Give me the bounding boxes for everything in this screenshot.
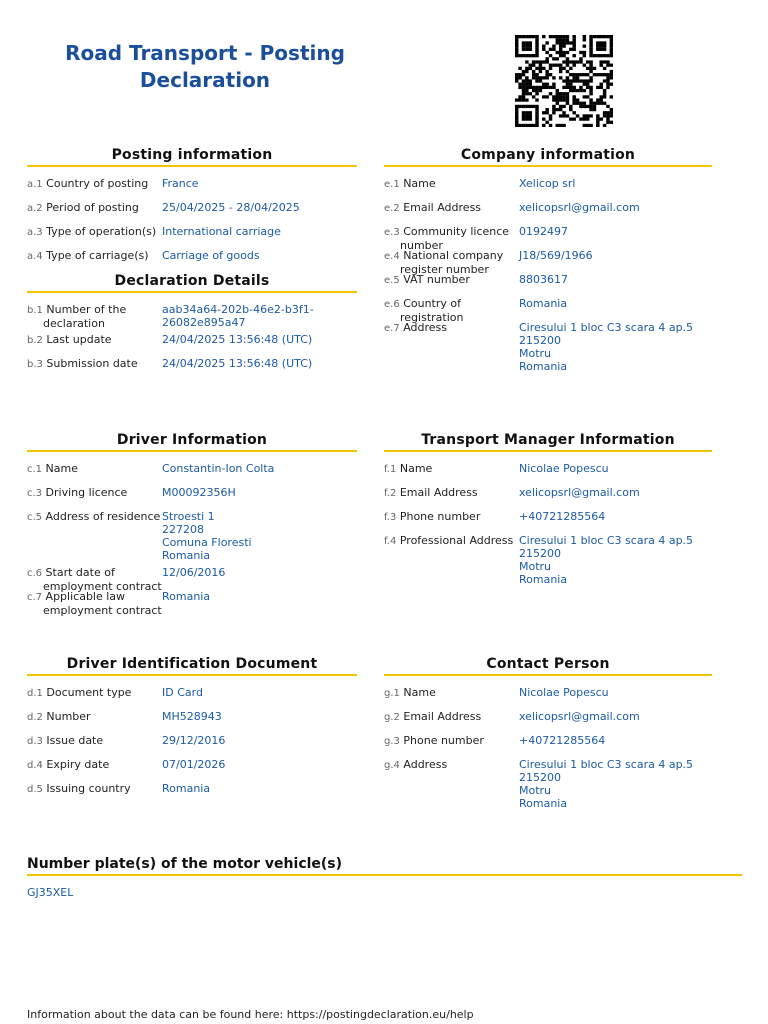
field-label	[27, 462, 162, 476]
field-label-text: Country of	[403, 297, 462, 310]
field-code: c.5	[27, 512, 43, 523]
field-value-line: Nicolae Popescu	[519, 686, 609, 699]
field-value	[162, 249, 357, 262]
field-row	[27, 782, 357, 802]
field-label-text: Type of carriage(s)	[46, 249, 149, 262]
field-label	[384, 534, 519, 548]
field-value-line: 24/04/2025 13:56:48 (UTC)	[162, 333, 313, 346]
field-row	[27, 462, 357, 482]
field-value	[519, 710, 712, 723]
field-value	[162, 734, 357, 747]
field-label	[27, 201, 162, 215]
field-value-line: 25/04/2025 - 28/04/2025	[162, 201, 300, 214]
field-label	[27, 225, 162, 239]
field-code: g.2	[384, 712, 400, 723]
field-value-line: Nicolae Popescu	[519, 462, 609, 475]
field-row	[27, 566, 357, 593]
field-row	[384, 462, 712, 482]
field-value	[519, 462, 712, 475]
field-value-line: 12/06/2016	[162, 566, 226, 579]
field-value	[162, 462, 357, 475]
section-heading: Company information	[384, 147, 712, 167]
field-row	[384, 510, 712, 530]
field-code: e.6	[384, 299, 400, 310]
field-value-line: ID Card	[162, 686, 203, 699]
field-label	[384, 177, 519, 191]
field-row	[27, 357, 357, 377]
field-label-text: Type of operation(s)	[46, 225, 157, 238]
field-label	[27, 486, 162, 500]
field-label-text-cont: employment contract	[43, 604, 162, 617]
field-label-text: Submission date	[46, 357, 138, 370]
field-value-line: Motru	[519, 347, 552, 360]
field-label-text: Name	[403, 686, 436, 699]
field-value-line: Romania	[519, 360, 568, 373]
field-row	[27, 686, 357, 706]
field-label	[384, 710, 519, 724]
field-code: a.1	[27, 179, 43, 190]
field-row	[384, 297, 712, 324]
field-label-text-cont: number	[400, 239, 443, 252]
plates-heading: Number plate(s) of the motor vehicle(s)	[27, 856, 742, 876]
field-row	[27, 758, 357, 778]
field-value-line: Motru	[519, 784, 552, 797]
field-code: f.4	[384, 536, 397, 547]
field-value	[162, 782, 357, 795]
field-row	[27, 486, 357, 506]
field-code: d.1	[27, 688, 43, 699]
field-value-line: aab34a64-202b-46e2-b3f1-	[162, 303, 314, 316]
field-label	[384, 321, 519, 335]
field-label	[384, 734, 519, 748]
field-label-text-cont: register number	[400, 263, 489, 276]
field-label-text: Number of the	[46, 303, 127, 316]
field-code: b.1	[27, 305, 43, 316]
field-code: a.3	[27, 227, 43, 238]
field-value-line: Romania	[162, 782, 211, 795]
field-label-text: Number	[46, 710, 91, 723]
field-value-line: Ciresului 1 bloc C3 scara 4 ap.5	[519, 321, 694, 334]
field-code: c.1	[27, 464, 43, 475]
field-value	[162, 303, 357, 329]
field-label-text: Name	[45, 462, 78, 475]
field-code: g.3	[384, 736, 400, 747]
field-label	[27, 357, 162, 371]
field-value	[162, 590, 357, 603]
field-value	[519, 510, 712, 523]
section-driver	[27, 432, 357, 617]
field-label	[384, 225, 519, 252]
field-label-text: Period of posting	[46, 201, 139, 214]
field-value	[162, 177, 357, 190]
field-value-line: J18/569/1966	[519, 249, 593, 262]
section-heading: Driver Information	[27, 432, 357, 452]
field-label-text: Issuing country	[46, 782, 131, 795]
section-plates	[27, 856, 742, 899]
field-label	[384, 462, 519, 476]
field-value-line: Xelicop srl	[519, 177, 576, 190]
field-label-text: Community licence	[403, 225, 510, 238]
field-value-line: Stroesti 1	[162, 510, 215, 523]
field-value	[162, 357, 357, 370]
field-value	[519, 249, 712, 262]
section-heading: Driver Identification Document	[27, 656, 357, 676]
field-row	[27, 590, 357, 617]
field-row	[384, 273, 712, 293]
field-code: d.3	[27, 736, 43, 747]
field-value	[162, 566, 357, 579]
field-row	[384, 486, 712, 506]
field-label-text: Last update	[46, 333, 112, 346]
field-label	[27, 510, 162, 524]
field-label	[384, 758, 519, 772]
field-value-line: +40721285564	[519, 510, 606, 523]
field-label-text: Phone number	[403, 734, 484, 747]
field-value	[519, 273, 712, 286]
field-value-line: Romania	[162, 590, 211, 603]
field-value	[519, 297, 712, 310]
field-label-text: VAT number	[403, 273, 470, 286]
field-value	[519, 225, 712, 238]
field-label	[384, 201, 519, 215]
field-value	[162, 201, 357, 214]
field-row	[27, 333, 357, 353]
field-label-text: Name	[403, 177, 436, 190]
field-code: e.4	[384, 251, 400, 262]
section-declaration	[27, 273, 357, 381]
field-row	[384, 534, 712, 586]
field-label-text: Document type	[46, 686, 132, 699]
field-label	[27, 566, 162, 593]
field-value-line: 8803617	[519, 273, 568, 286]
field-label-text: Address of residence	[45, 510, 161, 523]
field-code: d.4	[27, 760, 43, 771]
field-row	[384, 201, 712, 221]
field-code: d.5	[27, 784, 43, 795]
field-label	[384, 686, 519, 700]
section-posting	[27, 147, 357, 273]
field-value-line: Romania	[519, 297, 568, 310]
section-heading: Declaration Details	[27, 273, 357, 293]
field-value	[162, 510, 357, 562]
field-row	[27, 225, 357, 245]
field-label	[384, 486, 519, 500]
field-value-line: 215200	[519, 771, 561, 784]
field-code: a.4	[27, 251, 43, 262]
field-label	[27, 590, 162, 617]
field-label-text: Address	[403, 321, 448, 334]
field-code: e.1	[384, 179, 400, 190]
field-label	[384, 510, 519, 524]
field-code: a.2	[27, 203, 43, 214]
section-manager	[384, 432, 712, 590]
field-value-line: International carriage	[162, 225, 281, 238]
field-value	[162, 686, 357, 699]
field-row	[384, 177, 712, 197]
field-value	[162, 758, 357, 771]
field-label-text: Name	[399, 462, 433, 475]
field-label	[27, 686, 162, 700]
field-value-line: Motru	[519, 560, 552, 573]
field-value-line: Comuna Floresti	[162, 536, 252, 549]
field-value-line: 26082e895a47	[162, 316, 246, 329]
field-value-line: 215200	[519, 547, 561, 560]
field-value-line: xelicopsrl@gmail.com	[519, 486, 640, 499]
field-value	[519, 201, 712, 214]
field-label-text-cont: declaration	[43, 317, 105, 330]
section-heading: Contact Person	[384, 656, 712, 676]
field-label	[27, 782, 162, 796]
field-row	[27, 303, 357, 329]
field-code: c.7	[27, 592, 43, 603]
field-code: e.3	[384, 227, 400, 238]
document-title: Road Transport - Posting Declaration	[65, 41, 345, 92]
field-row	[27, 510, 357, 562]
section-heading: Posting information	[27, 147, 357, 167]
field-label-text: Driving licence	[45, 486, 128, 499]
field-code: g.4	[384, 760, 400, 771]
field-label-text: Applicable law	[45, 590, 126, 603]
field-row	[27, 177, 357, 197]
field-code: c.6	[27, 568, 43, 579]
field-label-text-cont: employment contract	[43, 580, 162, 593]
field-code: b.3	[27, 359, 43, 370]
field-code: e.5	[384, 275, 400, 286]
field-code: e.7	[384, 323, 400, 334]
field-code: f.3	[384, 512, 397, 523]
field-row	[384, 734, 712, 754]
field-value-line: Carriage of goods	[162, 249, 260, 262]
field-value-line: MH528943	[162, 710, 222, 723]
field-label-text: National company	[403, 249, 504, 262]
field-row	[384, 321, 712, 373]
field-label	[27, 249, 162, 263]
field-value	[162, 486, 357, 499]
field-value-line: France	[162, 177, 199, 190]
field-row	[384, 686, 712, 706]
footer-help-text: Information about the data can be found here: https://postingdeclaration.eu/help	[27, 1008, 474, 1021]
qr-code-icon	[515, 35, 613, 127]
field-value	[519, 486, 712, 499]
field-row	[27, 249, 357, 269]
field-value-line: Ciresului 1 bloc C3 scara 4 ap.5	[519, 534, 694, 547]
field-value-line: Constantin-Ion Colta	[162, 462, 275, 475]
field-row	[384, 710, 712, 730]
field-code: e.2	[384, 203, 400, 214]
field-value-line: 227208	[162, 523, 204, 536]
field-label	[384, 249, 519, 276]
field-label-text: Address	[403, 758, 448, 771]
field-row	[27, 710, 357, 730]
field-value	[519, 758, 712, 810]
field-value-line: 24/04/2025 13:56:48 (UTC)	[162, 357, 313, 370]
section-company	[384, 147, 712, 377]
field-code: c.3	[27, 488, 43, 499]
field-label-text: Email Address	[399, 486, 478, 499]
field-label-text-cont: registration	[400, 311, 464, 324]
field-label	[384, 297, 519, 324]
field-value-line: Romania	[162, 549, 211, 562]
field-row	[384, 758, 712, 810]
field-value	[519, 321, 712, 373]
field-label	[27, 333, 162, 347]
field-value-line: xelicopsrl@gmail.com	[519, 710, 640, 723]
field-label	[27, 710, 162, 724]
field-value	[519, 534, 712, 586]
field-label	[384, 273, 519, 287]
field-value-line: Romania	[519, 573, 568, 586]
field-code: b.2	[27, 335, 43, 346]
field-label-text: Professional Address	[399, 534, 514, 547]
section-driverdoc	[27, 656, 357, 806]
field-value-line: 29/12/2016	[162, 734, 226, 747]
field-value-line: 0192497	[519, 225, 568, 238]
field-value-line: 215200	[519, 334, 561, 347]
field-value	[162, 710, 357, 723]
field-row	[27, 201, 357, 221]
section-contact	[384, 656, 712, 814]
field-value	[519, 734, 712, 747]
field-label-text: Issue date	[46, 734, 104, 747]
field-code: f.2	[384, 488, 397, 499]
field-code: d.2	[27, 712, 43, 723]
field-label	[27, 734, 162, 748]
field-value	[162, 333, 357, 346]
plate-value: GJ35XEL	[27, 886, 74, 899]
field-row	[384, 249, 712, 276]
field-label	[27, 303, 162, 330]
field-label-text: Country of posting	[46, 177, 149, 190]
field-label-text: Phone number	[399, 510, 481, 523]
field-row	[27, 734, 357, 754]
field-value-line: Romania	[519, 797, 568, 810]
field-label-text: Expiry date	[46, 758, 110, 771]
field-code: f.1	[384, 464, 397, 475]
section-heading: Transport Manager Information	[384, 432, 712, 452]
field-value	[519, 686, 712, 699]
field-label	[27, 177, 162, 191]
field-value-line: M00092356H	[162, 486, 236, 499]
field-value-line: Ciresului 1 bloc C3 scara 4 ap.5	[519, 758, 694, 771]
field-code: g.1	[384, 688, 400, 699]
field-row	[384, 225, 712, 252]
field-label-text: Start date of	[45, 566, 115, 579]
field-value-line: xelicopsrl@gmail.com	[519, 201, 640, 214]
field-value	[519, 177, 712, 190]
field-label-text: Email Address	[403, 710, 482, 723]
field-value	[162, 225, 357, 238]
field-value-line: +40721285564	[519, 734, 606, 747]
field-label	[27, 758, 162, 772]
field-label-text: Email Address	[403, 201, 482, 214]
field-value-line: 07/01/2026	[162, 758, 226, 771]
